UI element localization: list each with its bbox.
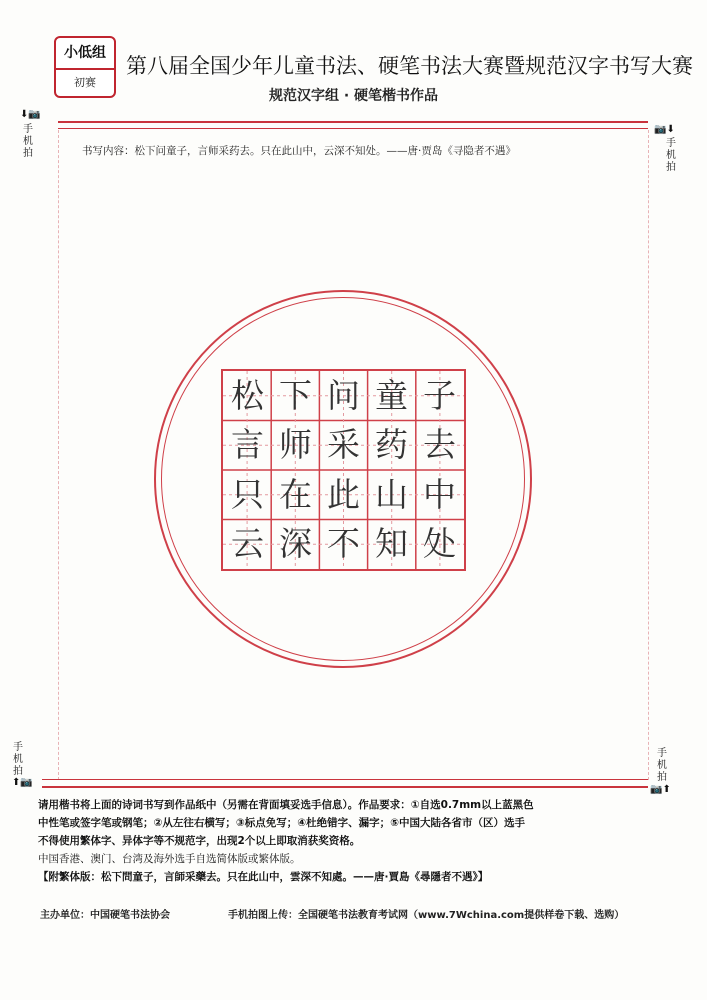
traditional-version: 【附繁体版：松下問童子，言師采藥去。只在此山中，雲深不知處。——唐·賈島《尋隱者不遇》】 — [38, 871, 489, 883]
grid-char: 在 — [279, 475, 312, 514]
instruction-line: 中国香港、澳门、台湾及海外选手自选简体版或繁体版。 — [38, 853, 301, 865]
left-guide-line — [58, 130, 59, 780]
grid-char: 处 — [423, 524, 456, 563]
instructions — [38, 796, 678, 886]
grid-char: 山 — [375, 475, 408, 514]
upload-info: 手机拍图上传：全国硬笔书法教育考试网（www.7Wchina.com提供样卷下载、选购） — [228, 910, 625, 921]
grid-char: 下 — [279, 376, 312, 415]
grid-char: 不 — [327, 524, 360, 563]
grid-char: 师 — [279, 425, 312, 464]
grid-char: 中 — [423, 475, 456, 514]
page-title: 第八届全国少年儿童书法、硬笔书法大赛暨规范汉字书写大赛 — [126, 54, 693, 78]
right-guide-line — [648, 130, 649, 780]
grid-char: 去 — [423, 425, 456, 464]
grid-char: 此 — [327, 475, 360, 514]
group-label: 小低组 — [56, 38, 114, 70]
grid-char: 云 — [231, 524, 264, 563]
grid-char: 子 — [423, 376, 456, 415]
photo-mark-bottom-right: 📷⬆ — [650, 784, 671, 795]
grid-char: 只 — [231, 475, 264, 514]
writing-content: 书写内容：松下问童子，言师采药去。只在此山中，云深不知处。——唐·贾岛《寻隐者不遇》 — [82, 145, 516, 157]
writing-grid — [221, 369, 466, 571]
photo-mark-top-left: ⬇📷 — [20, 109, 41, 120]
photo-label-top-left: 手 机 拍 — [23, 124, 33, 159]
instruction-line: 不得使用繁体字、异体字等不规范字，出现2个以上即取消获奖资格。 — [38, 835, 361, 847]
grid-char: 采 — [327, 425, 360, 464]
page-subtitle: 规范汉字组 · 硬笔楷书作品 — [268, 88, 439, 104]
instruction-line: 请用楷书将上面的诗词书写到作品纸中（另需在背面填妥选手信息）。作品要求：①自选0.7mm以上蓝黑色 — [38, 799, 534, 811]
top-rule-thin — [58, 128, 648, 129]
instruction-line: 中性笔或签字笔或钢笔；②从左往右横写；③标点免写；④杜绝错字、漏字；⑤中国大陆各省市（区）选手 — [38, 817, 526, 829]
round-label: 初赛 — [74, 76, 96, 89]
grid-char: 知 — [375, 524, 408, 563]
grid-char: 深 — [279, 524, 312, 563]
grid-char: 问 — [327, 376, 360, 415]
grid-char: 言 — [231, 425, 264, 464]
photo-label-bottom-right: 手 机 拍 — [657, 748, 667, 783]
bottom-rule-thin — [42, 779, 648, 780]
photo-label-bottom-left: 手 机 拍 — [13, 742, 23, 777]
grid-char: 松 — [231, 376, 264, 415]
bottom-rule — [42, 786, 648, 788]
photo-label-top-right: 手 机 拍 — [666, 138, 676, 173]
top-rule — [58, 121, 648, 123]
photo-mark-bottom-left: ⬆📷 — [12, 777, 33, 788]
photo-mark-top-right: 📷⬇ — [654, 124, 675, 135]
organizer: 主办单位：中国硬笔书法协会 — [40, 910, 170, 921]
grid-char: 童 — [375, 376, 408, 415]
grid-char: 药 — [375, 425, 408, 464]
